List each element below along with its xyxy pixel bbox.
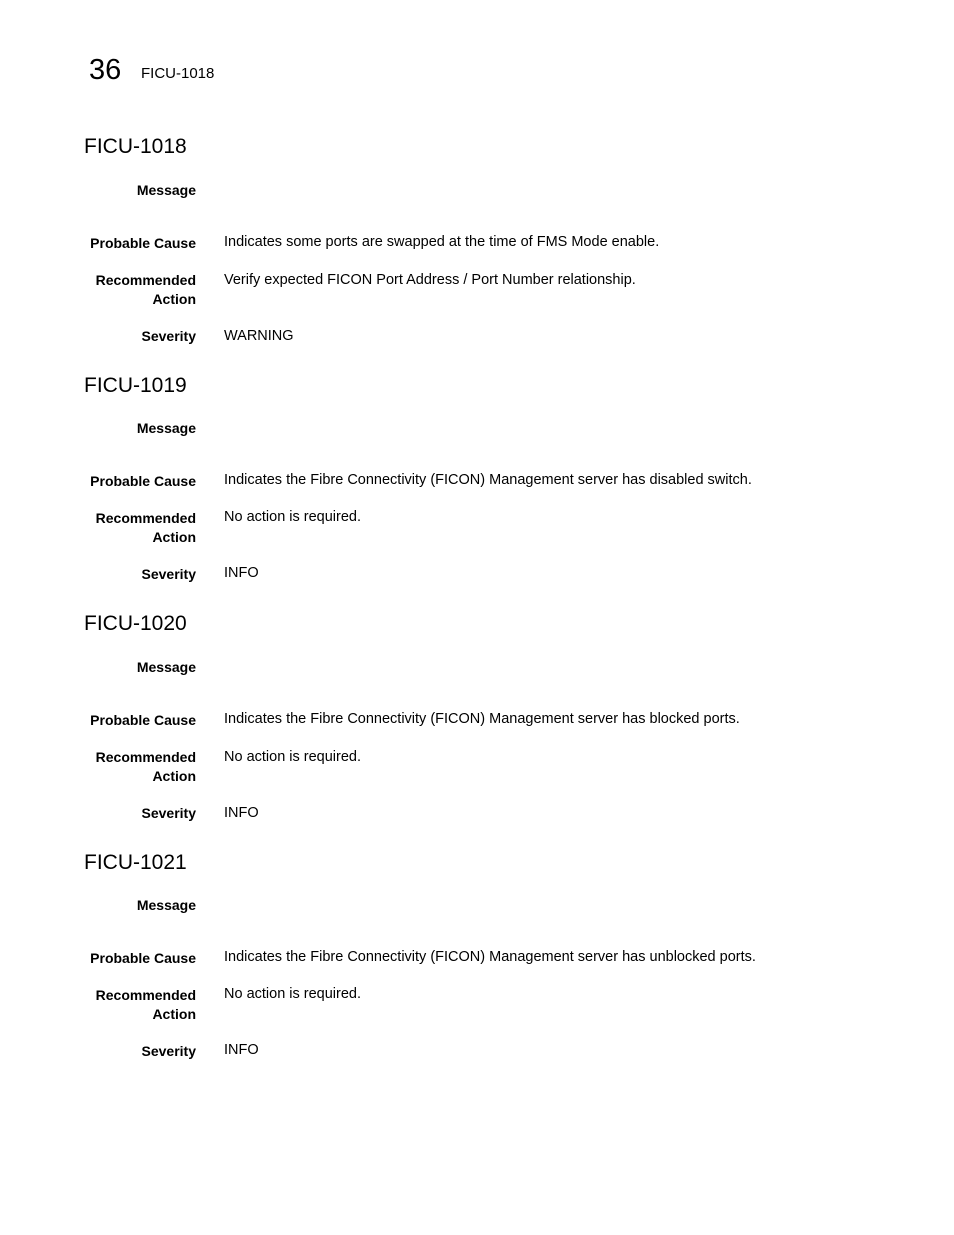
recommended-action-label: Recommended: [95, 272, 196, 288]
entry-title: FICU-1020: [84, 612, 187, 635]
recommended-action-label-2: Action: [152, 1006, 196, 1022]
probable-cause-text: Indicates the Fibre Connectivity (FICON) Management server has unblocked ports.: [224, 949, 756, 965]
message-entry: [0, 134, 954, 364]
recommended-action-label-2: Action: [152, 768, 196, 784]
message-entry: [0, 611, 954, 841]
probable-cause-label: Probable Cause: [90, 473, 196, 489]
recommended-action-label-2: Action: [152, 529, 196, 545]
severity-label: Severity: [141, 1043, 196, 1059]
severity-value: INFO: [224, 1042, 259, 1058]
recommended-action-text: No action is required.: [224, 749, 362, 765]
message-entry: [0, 850, 954, 1080]
probable-cause-label: Probable Cause: [90, 950, 196, 966]
probable-cause-label: Probable Cause: [90, 235, 196, 251]
severity-label: Severity: [141, 805, 196, 821]
message-label: Message: [136, 897, 196, 913]
entry-title: FICU-1019: [84, 374, 187, 397]
recommended-action-label: Recommended: [95, 510, 196, 526]
entry-title: FICU-1021: [84, 851, 187, 874]
message-entry: [0, 373, 954, 603]
message-label: Message: [136, 659, 196, 675]
severity-label: Severity: [141, 566, 196, 582]
running-title: FICU-1018: [141, 65, 215, 82]
message-label: Message: [136, 182, 196, 198]
recommended-action-label: Recommended: [95, 749, 196, 765]
probable-cause-text: Indicates some ports are swapped at the time of FMS Mode enable.: [224, 234, 660, 250]
recommended-action-text: No action is required.: [224, 986, 362, 1002]
severity-value: INFO: [224, 565, 259, 581]
chapter-number: 36: [89, 54, 122, 86]
recommended-action-label: Recommended: [95, 987, 196, 1003]
severity-value: WARNING: [224, 328, 294, 344]
recommended-action-text: Verify expected FICON Port Address / Port Number relationship.: [224, 272, 636, 288]
probable-cause-text: Indicates the Fibre Connectivity (FICON) Management server has disabled switch.: [224, 472, 752, 488]
recommended-action-text: No action is required.: [224, 509, 362, 525]
severity-value: INFO: [224, 805, 259, 821]
entry-title: FICU-1018: [84, 135, 187, 158]
probable-cause-text: Indicates the Fibre Connectivity (FICON) Management server has blocked ports.: [224, 711, 740, 727]
message-label: Message: [136, 420, 196, 436]
severity-label: Severity: [141, 328, 196, 344]
probable-cause-label: Probable Cause: [90, 712, 196, 728]
recommended-action-label-2: Action: [152, 291, 196, 307]
